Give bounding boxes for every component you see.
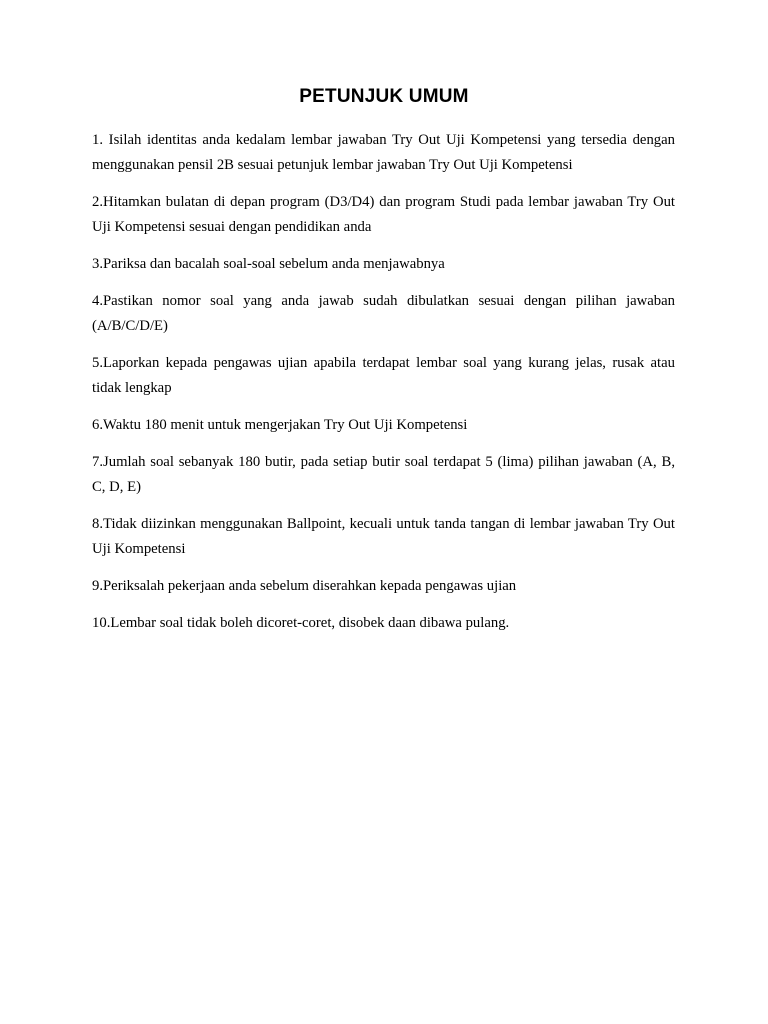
instruction-item: 6.Waktu 180 menit untuk mengerjakan Try Out Uji Kompetensi <box>92 417 468 433</box>
instruction-item: 5.Laporkan kepada pengawas ujian apabila terdapat lembar soal yang kurang jelas, rusak atau tidak lengkap <box>92 355 675 396</box>
instruction-item: 8.Tidak diizinkan menggunakan Ballpoint, kecuali untuk tanda tangan di lembar jawaban Try Out Uji Kompetensi <box>92 516 675 557</box>
instruction-item: 9.Periksalah pekerjaan anda sebelum diserahkan kepada pengawas ujian <box>92 578 517 594</box>
instruction-item: 4.Pastikan nomor soal yang anda jawab sudah dibulatkan sesuai dengan pilihan jawaban (A/B/C/D/E) <box>92 293 675 334</box>
instruction-list <box>92 128 675 648</box>
instruction-item: 7.Jumlah soal sebanyak 180 butir, pada setiap butir soal terdapat 5 (lima) pilihan jawaban (A, B, C, D, E) <box>92 454 675 495</box>
instruction-item: 2.Hitamkan bulatan di depan program (D3/D4) dan program Studi pada lembar jawaban Try Out Uji Kompetensi sesuai dengan pendidikan anda <box>92 194 675 235</box>
instruction-item: 3.Pariksa dan bacalah soal-soal sebelum anda menjawabnya <box>92 256 445 272</box>
instruction-item: 1. Isilah identitas anda kedalam lembar jawaban Try Out Uji Kompetensi yang tersedia dengan menggunakan pensil 2B sesuai petunjuk lembar jawaban Try Out Uji Kompetensi <box>92 132 675 173</box>
instruction-item: 10.Lembar soal tidak boleh dicoret-coret, disobek daan dibawa pulang. <box>92 615 510 631</box>
page-title: PETUNJUK UMUM <box>299 86 469 107</box>
